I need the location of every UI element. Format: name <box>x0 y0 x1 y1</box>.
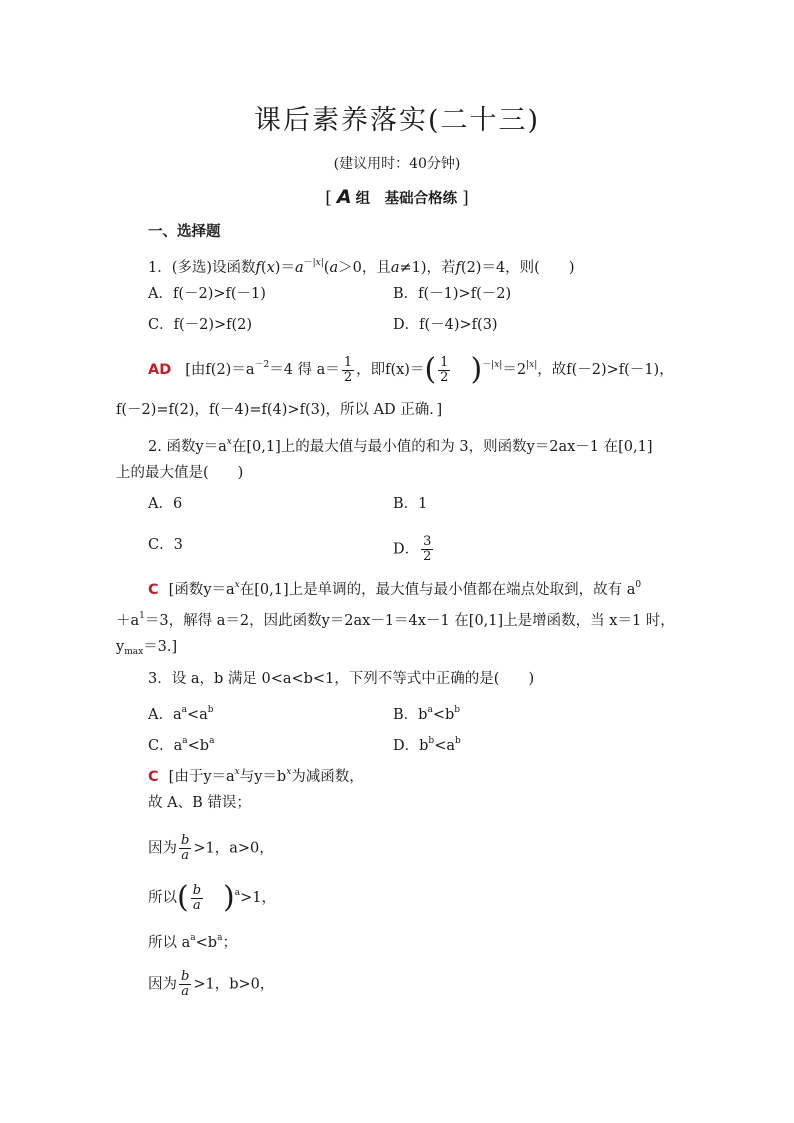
q1-stem: 1．(多选)设函数$f(x)=a^{-|x|}(a>0$，且a≠1)，若f(2)＝4，则( ) <box>148 258 575 276</box>
q3-option-d: D．$b^b<a^b$ <box>393 736 461 754</box>
q2-stem-line1: 2. 函数$y=a^x$在[0,1]上的最大值与最小值的和为 3，则函数y＝2ax－1 在[0,1] <box>148 437 653 455</box>
q3-option-a: A．$a^a<a^b$ <box>148 705 214 723</box>
q2-option-b: B．1 <box>393 496 428 512</box>
group-heading <box>0 186 794 208</box>
q3-solution-line1: C [由于$y=a^x$与$y=b^x$为减函数， <box>148 767 364 785</box>
q2-stem-line2: 上的最大值是( ) <box>116 465 244 481</box>
q3-solution-line6: 因为 $\frac{b}{a}$ >1，b>0， <box>148 969 275 999</box>
q3-stem: 3．设 a，b 满足 0<a<b<1，下列不等式中正确的是( ) <box>148 671 535 687</box>
q1-solution-line1: AD [由$f(2)=a^{-2}=4$ 得 a＝ $\frac{1}{2}$ ，即f(x)＝( $\frac{1}{2}$ )$^{-|x|}=2^{|x|}$，故f(－2)>f(－1)， <box>148 352 674 387</box>
q1-option-c: C．f(－2)>f(2) <box>148 317 253 333</box>
group-bracket-open: [ <box>325 188 332 208</box>
group-letter: A <box>336 186 352 208</box>
q1-solution-line2: f(－2)=f(2)，f(－4)=f(4)>f(3)，所以 AD 正确．] <box>116 402 443 418</box>
q2-solution-line3: $y_{max}=3$.] <box>116 639 178 657</box>
q2-solution-line2: $+a^1=3$，解得 a＝2，因此函数y＝2ax－1＝4x－1 在[0,1]上是增函数，当 x＝1 时， <box>116 611 675 629</box>
time-note: (建议用时：40分钟) <box>333 156 461 172</box>
q3-answer: C <box>148 769 159 785</box>
page-title: 课后素养落实(二十三) <box>253 105 541 136</box>
q2-option-c: C．3 <box>148 537 183 553</box>
q3-solution-line5: 所以 $a^a<b^a$； <box>148 933 237 951</box>
q1-option-d: D．f(－4)>f(3) <box>393 317 498 333</box>
q3-solution-line2: 故 A、B 错误； <box>148 795 251 811</box>
section-heading: 一、选择题 <box>148 224 221 240</box>
q3-solution-line3: 因为 $\frac{b}{a}$ >1，a>0， <box>148 833 274 863</box>
q2-option-a: A．6 <box>148 496 183 512</box>
q1-option-a: A．f(－2)>f(－1) <box>148 286 266 302</box>
group-bracket-close: ] <box>462 188 469 208</box>
q2-answer: C <box>148 582 159 598</box>
group-text: 组 基础合格练 <box>355 191 458 207</box>
q3-solution-line4: 所以( $\frac{b}{a}$ )$^a$>1， <box>148 880 277 915</box>
q3-option-c: C．$a^a<b^a$ <box>148 736 215 754</box>
q2-solution-line1: C [函数$y=a^x$在[0,1]上是单调的，最大值与最小值都在端点处取到，故有 $a^0$ <box>148 580 642 598</box>
q1-option-b: B．f(－1)>f(－2) <box>393 286 512 302</box>
q1-answer: AD <box>148 362 172 378</box>
q2-option-d: D． $\frac{3}{2}$ <box>393 534 432 564</box>
q3-option-b: B．$b^a<b^b$ <box>393 705 461 723</box>
